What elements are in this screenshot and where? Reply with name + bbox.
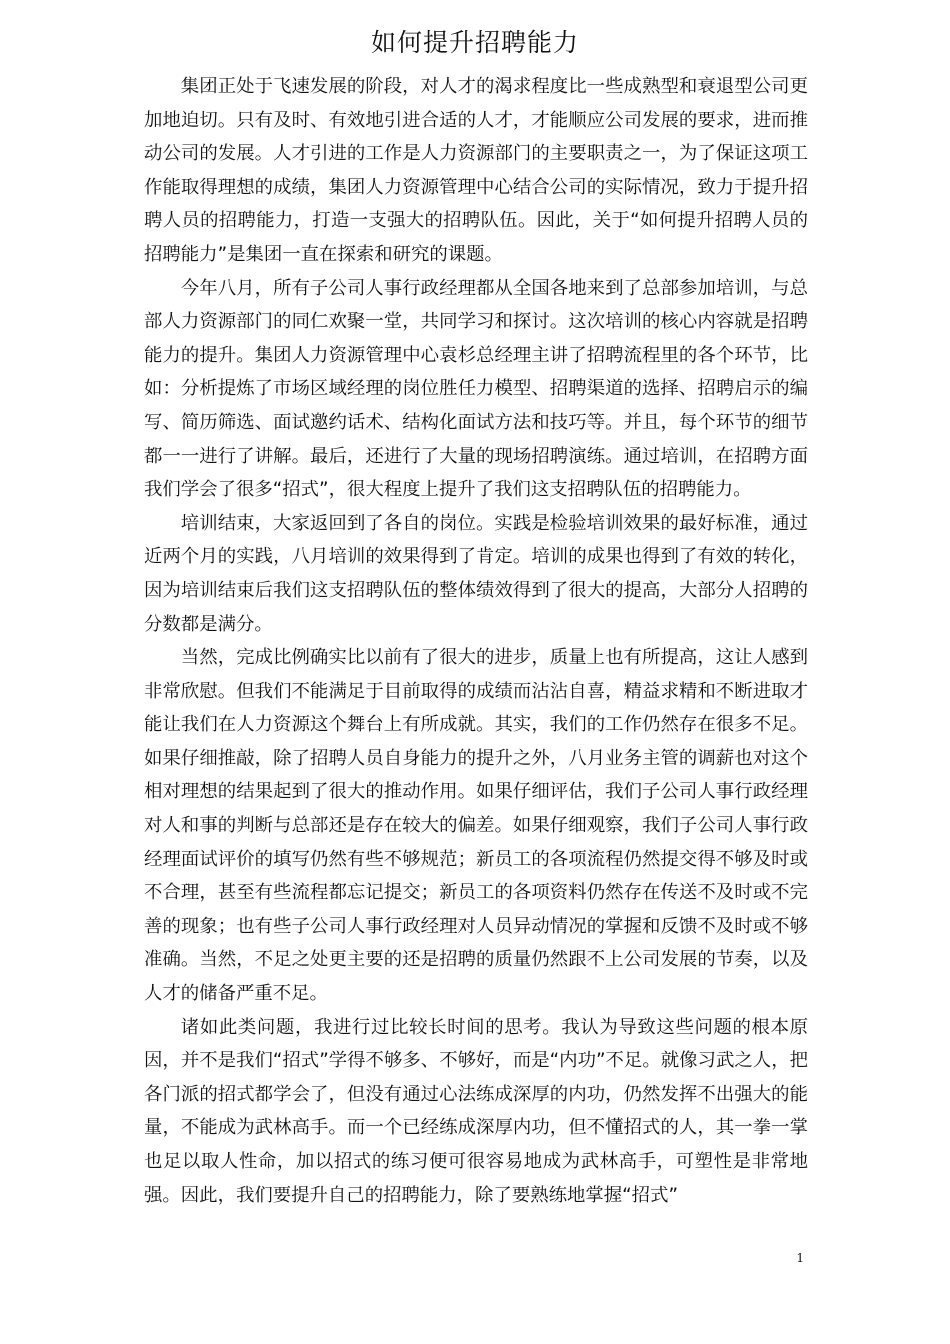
paragraph-1: 集团正处于飞速发展的阶段，对人才的渴求程度比一些成熟型和衰退型公司更加地迫切。只有及时、有效地引进合适的人才，才能顺应公司发展的要求，进而推动公司的发展。人才引进的工作是人力资源部门的主要职责之一，为了保证这项工作能取得理想的成绩，集团人力资源管理中心结合公司的实际情况，致力于提升招聘人员的招聘能力，打造一支强大的招聘队伍。因此，关于“如何提升招聘人员的招聘能力”是集团一直在探索和研究的课题。 xyxy=(144,76,808,265)
paragraph-3: 培训结束，大家返回到了各自的岗位。实践是检验培训效果的最好标准，通过近两个月的实践，八月培训的效果得到了肯定。培训的成果也得到了有效的转化，因为培训结束后我们这支招聘队伍的整体绩效得到了很大的提高，大部分人招聘的分数都是满分。 xyxy=(144,512,808,635)
page-number: 1 xyxy=(796,1251,804,1265)
paragraph-4: 当然，完成比例确实比以前有了很大的进步，质量上也有所提高，这让人感到非常欣慰。但我们不能满足于目前取得的成绩而沾沾自喜，精益求精和不断进取才能让我们在人力资源这个舞台上有所成就。其实，我们的工作仍然存在很多不足。如果仔细推敲，除了招聘人员自身能力的提升之外，八月业务主管的调薪也对这个相对理想的结果起到了很大的推动作用。如果仔细评估，我们子公司人事行政经理对人和事的判断与总部还是存在较大的偏差。如果仔细观察，我们子公司人事行政经理面试评价的填写仍然有些不够规范；新员工的各项流程仍然提交得不够及时或不合理，甚至有些流程都忘记提交；新员工的各项资料仍然存在传送不及时或不完善的现象；也有些子公司人事行政经理对人员异动情况的掌握和反馈不及时或不够准确。当然，不足之处更主要的还是招聘的质量仍然跟不上公司发展的节奏，以及人才的储备严重不足。 xyxy=(144,647,808,1005)
paragraph-5: 诸如此类问题，我进行过比较长时间的思考。我认为导致这些问题的根本原因，并不是我们“招式”学得不够多、不够好，而是“内功”不足。就像习武之人，把各门派的招式都学会了，但没有通过心法练成深厚的内功，仍然发挥不出强大的能量，不能成为武林高手。而一个已经练成深厚内功，但不懂招式的人，其一拳一掌也足以取人性命，加以招式的练习便可很容易地成为武林高手，可塑性是非常地强。因此，我们要提升自己的招聘能力，除了要熟练地掌握“招式” xyxy=(144,1016,808,1206)
document-title: 如何提升招聘能力 xyxy=(370,28,579,57)
paragraph-2: 今年八月，所有子公司人事行政经理都从全国各地来到了总部参加培训，与总部人力资源部门的同仁欢聚一堂，共同学习和探讨。这次培训的核心内容就是招聘能力的提升。集团人力资源管理中心袁杉总经理主讲了招聘流程里的各个环节，比如：分析提炼了市场区域经理的岗位胜任力模型、招聘渠道的选择、招聘启示的编写、简历筛选、面试邀约话术、结构化面试方法和技巧等。并且，每个环节的细节都一一进行了讲解。最后，还进行了大量的现场招聘演练。通过培训，在招聘方面我们学会了很多“招式”，很大程度上提升了我们这支招聘队伍的招聘能力。 xyxy=(144,277,808,501)
document-body xyxy=(144,70,808,1212)
